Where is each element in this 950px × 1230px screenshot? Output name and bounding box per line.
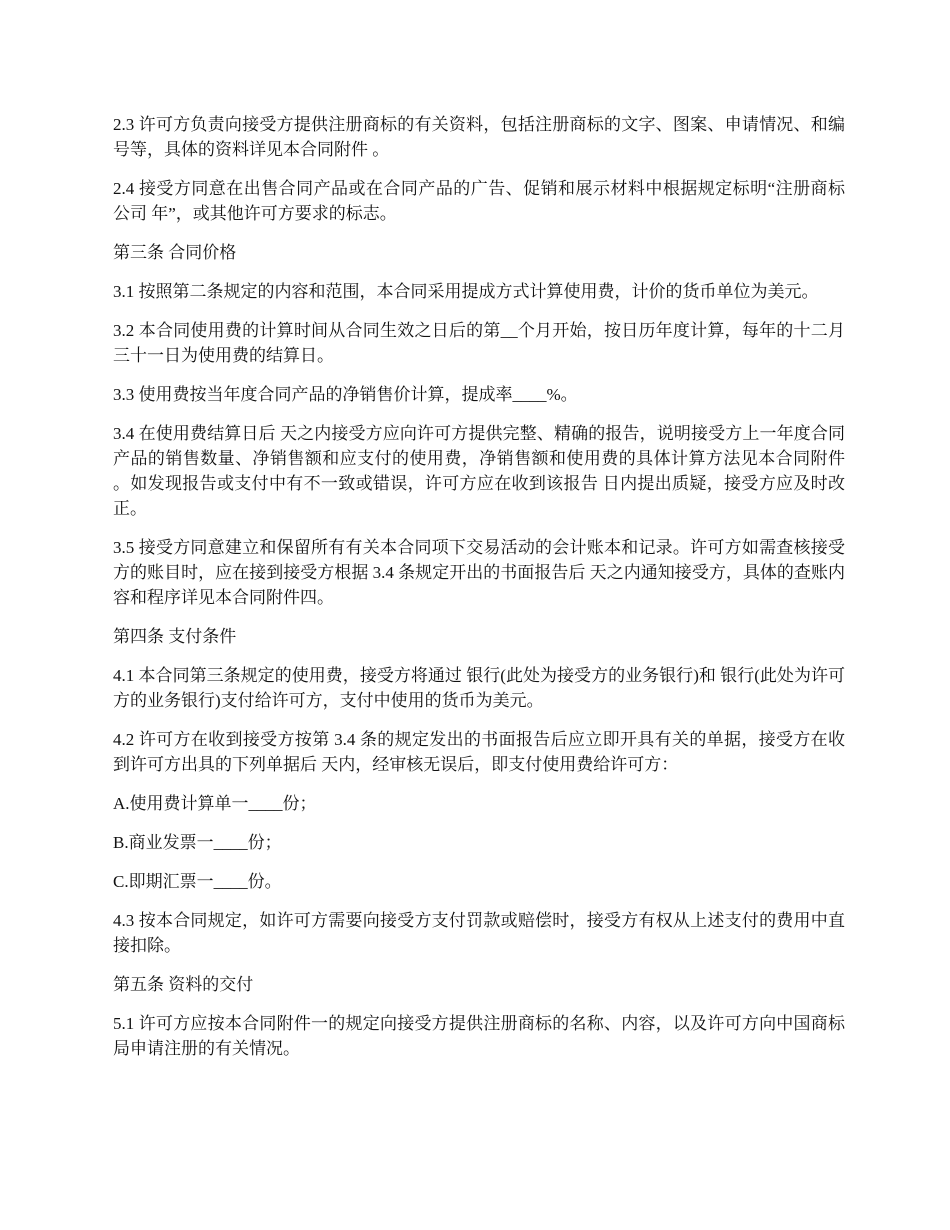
clause-4-3: 4.3 按本合同规定，如许可方需要向接受方支付罚款或赔偿时，接受方有权从上述支付的费用中直接扣除。 (113, 911, 845, 955)
clause-2-4: 2.4 接受方同意在出售合同产品或在合同产品的广告、促销和展示材料中根据规定标明“注册商标 公司 年”，或其他许可方要求的标志。 (113, 179, 845, 223)
item-b: B.商业发票一____份； (113, 833, 282, 852)
article-4-heading: 第四条 支付条件 (113, 627, 237, 646)
article-3-heading: 第三条 合同价格 (113, 243, 237, 262)
clause-3-1: 3.1 按照第二条规定的内容和范围，本合同采用提成方式计算使用费，计价的货币单位为美元。 (113, 282, 819, 301)
clause-5-1: 5.1 许可方应按本合同附件一的规定向接受方提供注册商标的名称、内容，以及许可方向中国商标局申请注册的有关情况。 (113, 1014, 845, 1058)
clause-3-4: 3.4 在使用费结算日后 天之内接受方应向许可方提供完整、精确的报告，说明接受方上一年度合同产品的销售数量、净销售额和应支付的使用费，净销售额和使用费的具体计算方法见本合同附件 。如发现报告或支付中有不一致或错误，许可方应在收到该报告 日内提出质疑，接受方应及时改正。 (113, 424, 845, 518)
clause-3-2: 3.2 本合同使用费的计算时间从合同生效之日后的第__个月开始，按日历年度计算，每年的十二月三十一日为使用费的结算日。 (113, 321, 845, 365)
document-page (113, 112, 845, 1075)
clause-3-5: 3.5 接受方同意建立和保留所有有关本合同项下交易活动的会计账本和记录。许可方如需查核接受方的账目时，应在接到接受方根据 3.4 条规定开出的书面报告后 天之内通知接受方，具体的查账内容和程序详见本合同附件四。 (113, 538, 845, 607)
clause-4-2: 4.2 许可方在收到接受方按第 3.4 条的规定发出的书面报告后应立即开具有关的单据，接受方在收到许可方出具的下列单据后 天内，经审核无误后，即支付使用费给许可方： (113, 730, 845, 774)
article-5-heading: 第五条 资料的交付 (113, 975, 254, 994)
clause-3-3: 3.3 使用费按当年度合同产品的净销售价计算，提成率____%。 (113, 385, 578, 404)
clause-2-3: 2.3 许可方负责向接受方提供注册商标的有关资料，包括注册商标的文字、图案、申请情况、和编号等，具体的资料详见本合同附件 。 (113, 115, 845, 159)
item-a: A.使用费计算单一____份； (113, 794, 317, 813)
item-c: C.即期汇票一____份。 (113, 872, 282, 891)
clause-4-1: 4.1 本合同第三条规定的使用费，接受方将通过 银行(此处为接受方的业务银行)和 银行(此处为许可方的业务银行)支付给许可方，支付中使用的货币为美元。 (113, 666, 845, 710)
